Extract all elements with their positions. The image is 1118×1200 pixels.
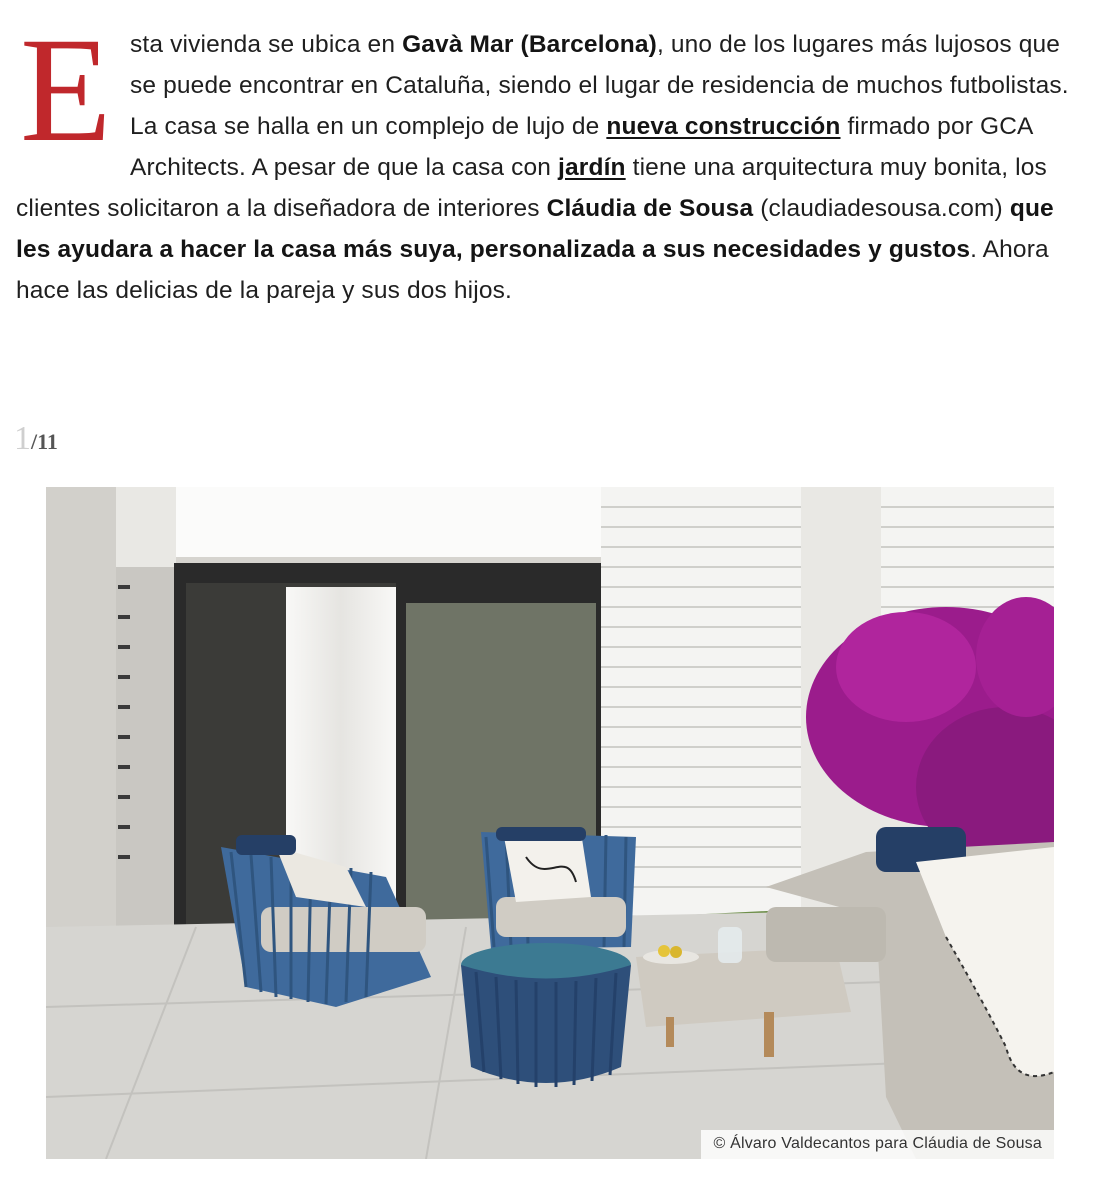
intro-text-6: . Ahora hace las delicias de la pareja y sus dos hijos. [16,236,1049,304]
terrace-photo-illustration [46,487,1054,1159]
gallery-separator: / [31,429,38,454]
intro-text-1: sta vivienda se ubica en [130,31,403,58]
location-bold: Gavà Mar (Barcelona) [402,31,657,58]
drop-cap: E [20,7,112,173]
designer-bold: Cláudia de Sousa [546,195,754,222]
intro-paragraph [16,7,1074,311]
nueva-construccion-link[interactable]: nueva construcción [606,113,841,140]
gallery-counter [14,420,58,458]
intro-text-4: tiene una arquitectura muy bonita, los clientes solicitaron a la diseñadora de interiores [16,154,1047,222]
jardin-link[interactable]: jardín [558,154,626,181]
gallery-total: 11 [37,429,58,454]
article-intro [16,7,1074,311]
intro-text-3: firmado por GCA Architects. A pesar de que la casa con [130,113,1033,181]
gallery-current-index: 1 [14,420,31,457]
photo-caption: © Álvaro Valdecantos para Cláudia de Sousa [701,1130,1054,1159]
gallery-photo[interactable] [46,487,1054,1159]
intro-text-5: (claudiadesousa.com) [753,195,1010,222]
intro-text-2: , uno de los lugares más lujosos que se puede encontrar en Cataluña, siendo el lugar de residencia de muchos futbolistas. La casa se halla en un complejo de lujo de [130,31,1069,140]
request-bold: que les ayudara a hacer la casa más suya, personalizada a sus necesidades y gustos [16,195,1054,263]
